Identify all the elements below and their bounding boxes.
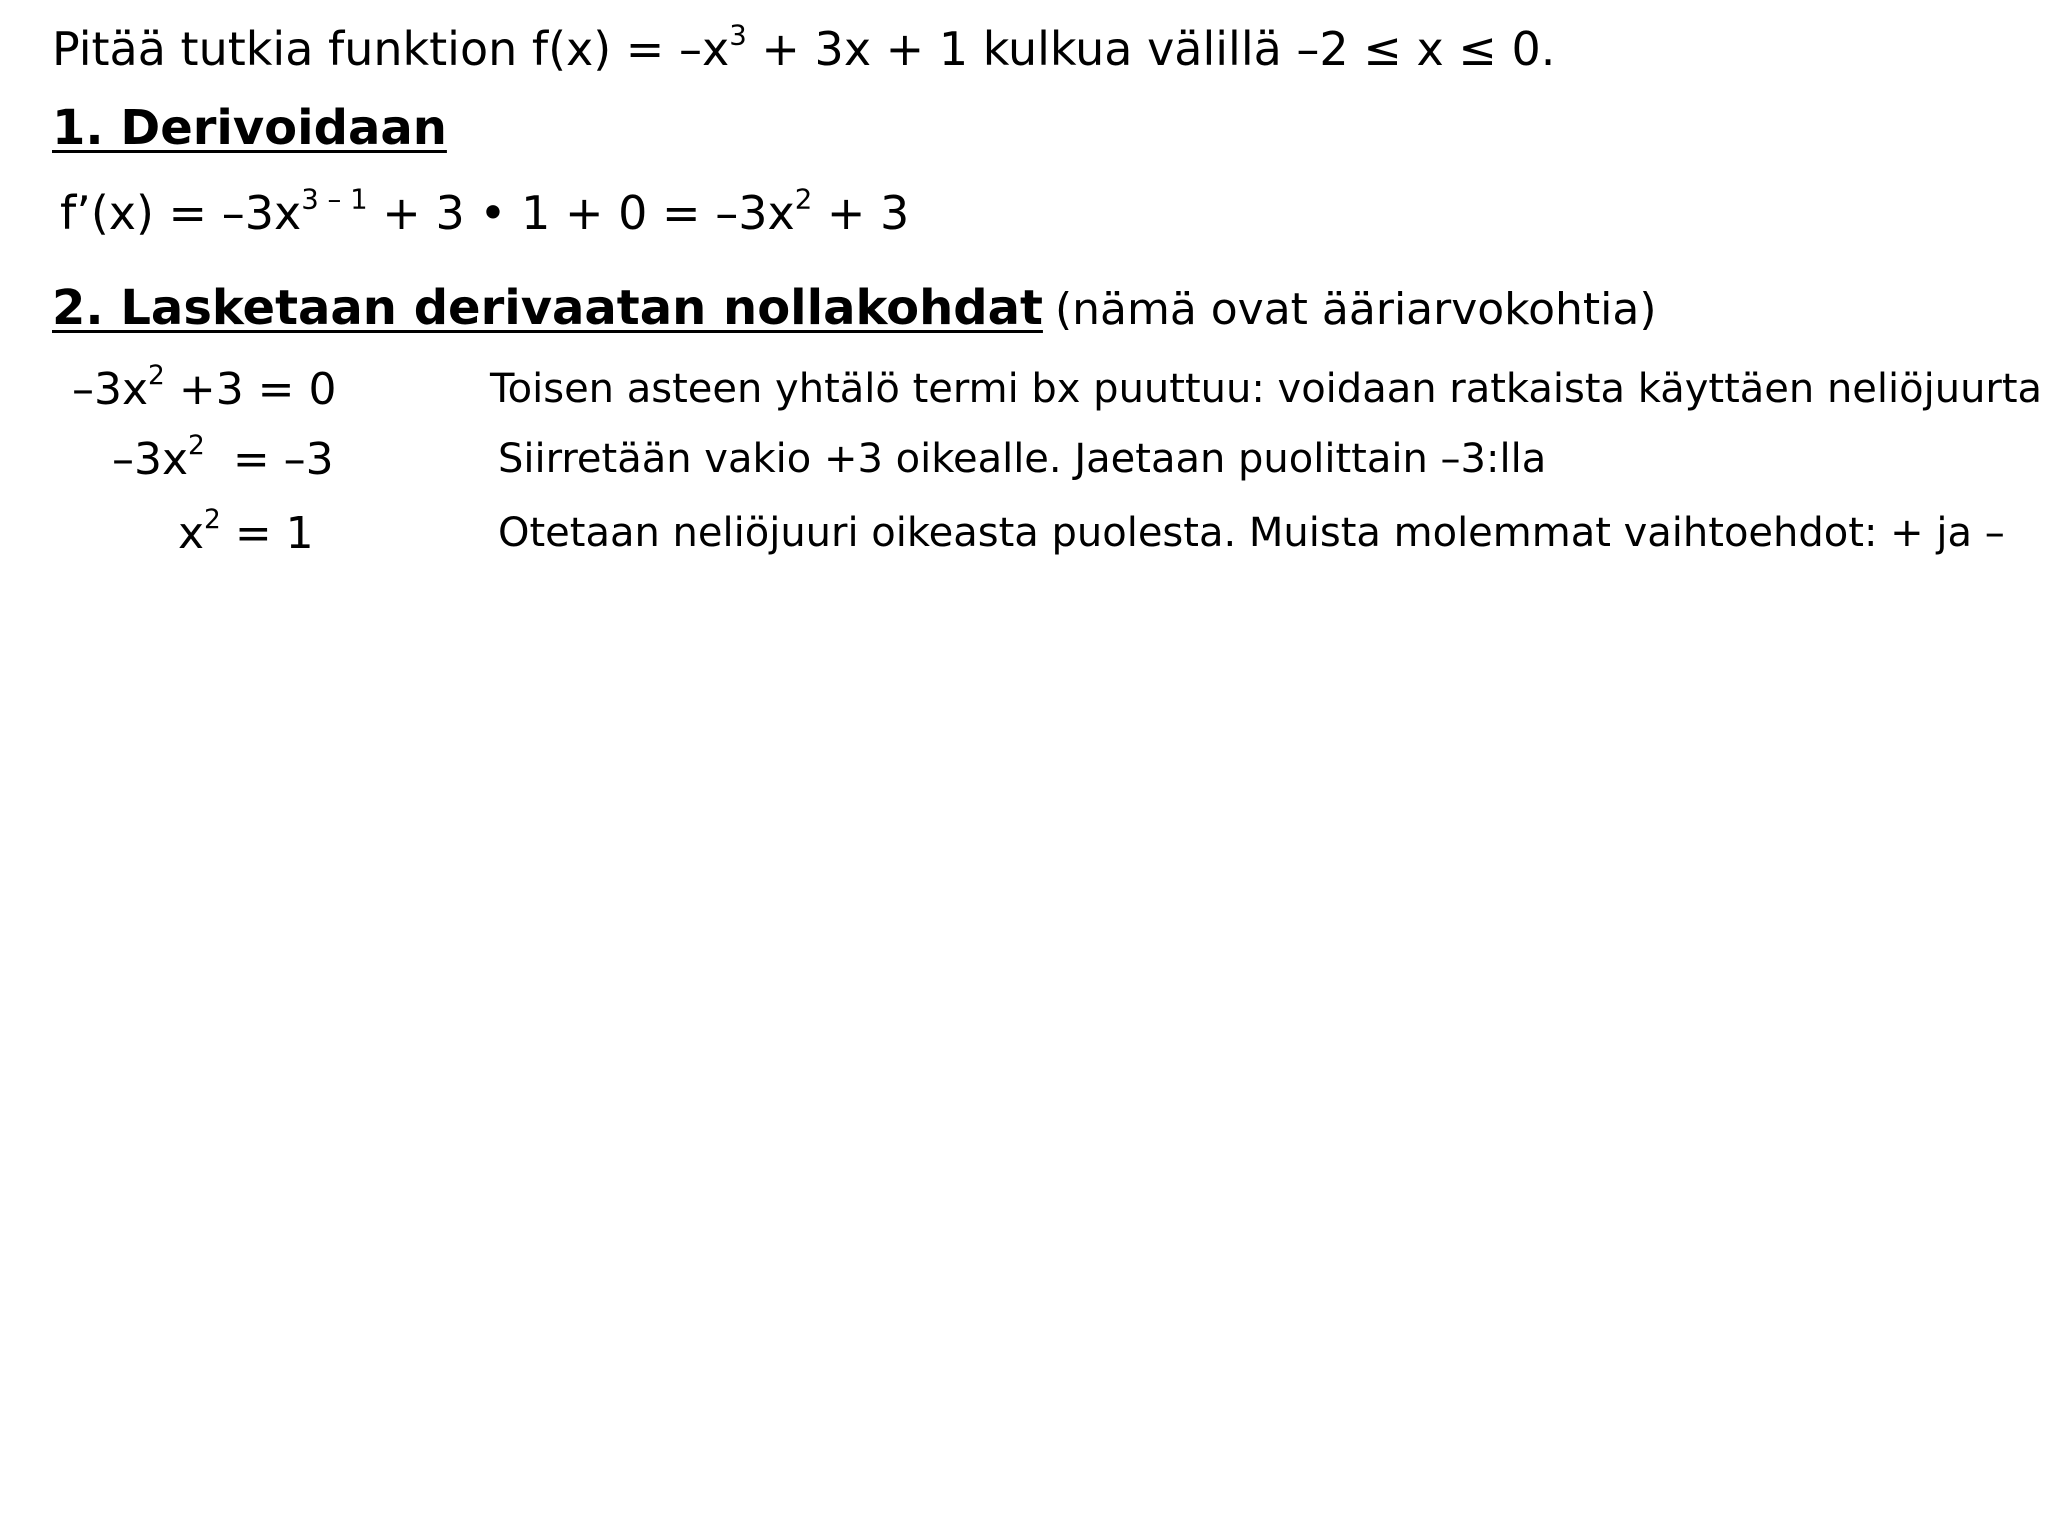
equation-2-exp: 2 [188, 430, 205, 462]
step2-note: (nämä ovat ääriarvokohtia) [1054, 284, 1657, 335]
derivative-part1: f’(x) = –3x [60, 186, 302, 240]
derivative-formula [60, 182, 910, 240]
explanation-row-3: Otetaan neliöjuuri oikeasta puolesta. Muista molemmat vaihtoehdot: + ja – [498, 510, 2005, 556]
equation-3-exp: 2 [204, 504, 221, 536]
explanation-row-2: Siirretään vakio +3 oikealle. Jaetaan puolittain –3:lla [498, 436, 1547, 482]
task-exponent: 3 [729, 18, 747, 52]
task-text-prefix: Pitää tutkia funktion f(x) = –x [52, 22, 730, 76]
derivative-exp2: 2 [794, 182, 813, 216]
task-text-suffix: + 3x + 1 kulkua välillä –2 ≤ x ≤ 0. [746, 22, 1556, 76]
derivative-part3: + 3 [812, 186, 910, 240]
equation-1-exp: 2 [148, 360, 165, 392]
task-statement [52, 18, 1556, 76]
equation-row-1 [72, 360, 337, 415]
step2-heading: 2. Lasketaan derivaatan nollakohdat [52, 280, 1043, 336]
explanation-row-1: Toisen asteen yhtälö termi bx puuttuu: voidaan ratkaista käyttäen neliöjuurta [490, 366, 2043, 412]
derivative-part2: + 3 • 1 + 0 = –3x [367, 186, 795, 240]
equation-1-pre: –3x [72, 364, 149, 415]
equation-row-3 [178, 504, 314, 559]
equation-3-pre: x [178, 508, 205, 559]
equation-1-post: +3 = 0 [164, 364, 337, 415]
equation-3-post: = 1 [220, 508, 314, 559]
equation-row-2 [112, 430, 334, 485]
equation-2-post: = –3 [204, 434, 334, 485]
derivative-exp1: 3 – 1 [301, 182, 368, 216]
equation-2-pre: –3x [112, 434, 189, 485]
step1-heading: 1. Derivoidaan [52, 100, 447, 156]
step2-heading-row [52, 280, 1657, 336]
